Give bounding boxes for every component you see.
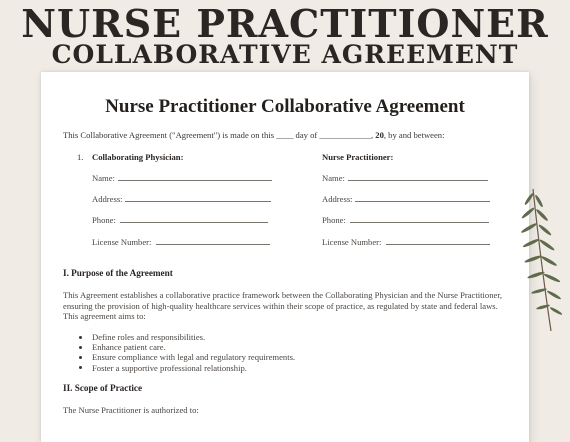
bullet-icon [79,336,82,339]
intro-year: 20 [373,130,384,140]
section-scope-heading: II. Scope of Practice [63,383,143,393]
practitioner-phone-label: Phone: [322,215,346,225]
document-page [41,72,529,442]
bullet-icon [79,346,82,349]
bullet-icon [79,356,82,359]
intro-text: This Collaborative Agreement ("Agreement") is made on this ____ day of ____________, [63,130,374,140]
physician-license-line[interactable] [156,244,270,245]
physician-address-line[interactable] [125,201,271,202]
list-item [63,352,295,362]
list-item [63,342,295,352]
rosemary-sprig-icon [515,185,565,335]
list-item-text: Ensure compliance with legal and regulatory requirements. [92,352,296,363]
banner-title: NURSE PRACTITIONER [21,1,549,46]
practitioner-name-line[interactable] [348,180,488,181]
physician-license-label: License Number: [92,237,152,247]
banner-subtitle: COLLABORATIVE AGREEMENT [51,40,519,69]
bullet-icon [79,366,82,369]
physician-phone-label: Phone: [92,215,116,225]
section-scope-paragraph: The Nurse Practitioner is authorized to: [63,405,199,415]
list-item-text: Define roles and responsibilities. [92,332,206,342]
party-number: 1. [77,152,84,162]
practitioner-license-label: License Number: [322,237,382,247]
list-item [63,363,295,373]
practitioner-phone-line[interactable] [350,222,489,223]
physician-address-label: Address: [92,194,123,204]
section-purpose-heading: I. Purpose of the Agreement [63,268,173,278]
intro-text-end: , by and between: [383,130,445,140]
physician-heading: Collaborating Physician: [92,152,184,162]
practitioner-license-line[interactable] [386,244,490,245]
list-item [63,332,295,342]
practitioner-name-label: Name: [322,173,345,183]
practitioner-address-label: Address: [322,194,353,204]
list-item-text: Foster a supportive professional relationship. [92,362,247,373]
practitioner-heading: Nurse Practitioner: [322,152,394,162]
section-purpose-paragraph: This Agreement establishes a collaborative practice framework between the Collaborating Physician and the Nurse Practitioner, ensuring the provision of high-quality healthcare services within their scope of practice, as regulated by state and federal laws. This agreement aims to: [63,290,502,322]
intro-line [63,130,445,141]
physician-name-label: Name: [92,173,115,183]
purpose-bullet-list [63,332,295,373]
physician-phone-line[interactable] [120,222,268,223]
document-title: Nurse Practitioner Collaborative Agreement [105,96,465,117]
list-item-text: Enhance patient care. [92,342,166,353]
physician-name-line[interactable] [118,180,272,181]
practitioner-address-line[interactable] [355,201,490,202]
